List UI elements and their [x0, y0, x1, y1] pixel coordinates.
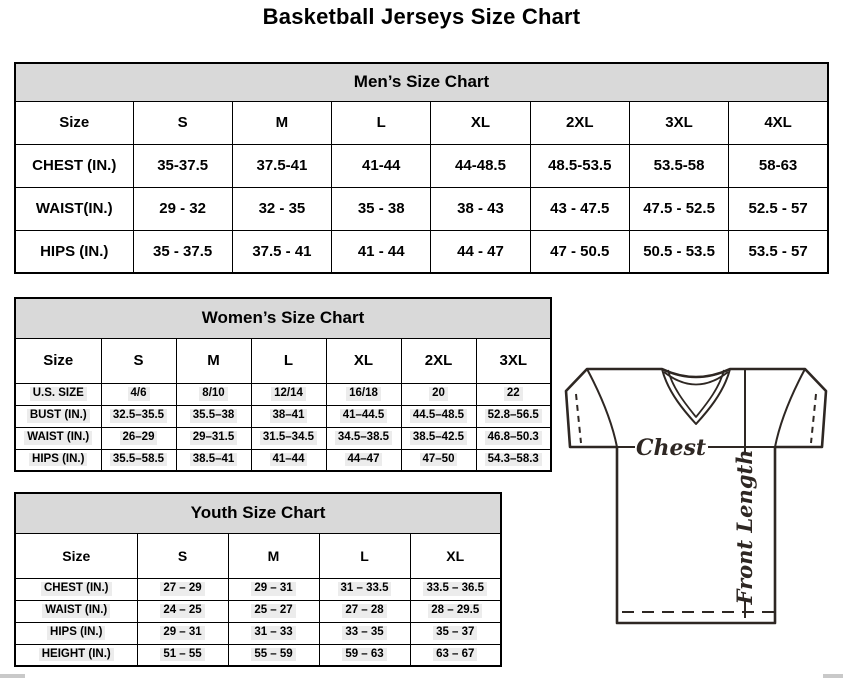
mens-cell: 44 - 47 — [431, 230, 530, 273]
mens-cell: 41 - 44 — [332, 230, 431, 273]
womens-cell: 8/10 — [176, 383, 251, 405]
mens-col-header: Size — [15, 101, 133, 144]
womens-cell: 54.3–58.3 — [476, 449, 551, 471]
mens-row-label: WAIST(IN.) — [15, 187, 133, 230]
page-title: Basketball Jerseys Size Chart — [262, 4, 581, 29]
womens-cell: 4/6 — [101, 383, 176, 405]
mens-cell: 38 - 43 — [431, 187, 530, 230]
womens-cell: 29–31.5 — [176, 427, 251, 449]
youth-cell: 51 – 55 — [137, 644, 228, 666]
youth-col-header: S — [137, 533, 228, 578]
mens-title-row — [15, 63, 828, 101]
youth-cell: 27 – 29 — [137, 578, 228, 600]
youth-table-title: Youth Size Chart — [15, 493, 501, 533]
youth-row-label: HEIGHT (IN.) — [15, 644, 137, 666]
mens-cell: 47.5 - 52.5 — [629, 187, 728, 230]
womens-cell: 35.5–58.5 — [101, 449, 176, 471]
chest-measure-label: Chest — [635, 435, 707, 461]
mens-col-header: S — [133, 101, 232, 144]
womens-cell: 26–29 — [101, 427, 176, 449]
youth-cell: 24 – 25 — [137, 600, 228, 622]
womens-col-header: XL — [326, 338, 401, 383]
youth-col-header: M — [228, 533, 319, 578]
youth-cell: 63 – 67 — [410, 644, 501, 666]
womens-data-row — [15, 405, 551, 427]
youth-cell: 31 – 33 — [228, 622, 319, 644]
youth-cell: 29 – 31 — [137, 622, 228, 644]
h-scrollbar-fragment-left[interactable] — [0, 674, 25, 678]
womens-col-header: 2XL — [401, 338, 476, 383]
youth-row-label: HIPS (IN.) — [15, 622, 137, 644]
h-scrollbar-fragment-right[interactable] — [823, 674, 843, 678]
front-length-measure-label: Front Length — [732, 449, 757, 605]
womens-col-header: M — [176, 338, 251, 383]
mens-cell: 53.5-58 — [629, 144, 728, 187]
mens-col-header: M — [232, 101, 331, 144]
mens-data-row — [15, 144, 828, 187]
mens-cell: 32 - 35 — [232, 187, 331, 230]
womens-cell: 31.5–34.5 — [251, 427, 326, 449]
mens-cell: 35-37.5 — [133, 144, 232, 187]
youth-size-table — [14, 492, 502, 667]
womens-data-row — [15, 383, 551, 405]
womens-cell: 46.8–50.3 — [476, 427, 551, 449]
womens-cell: 16/18 — [326, 383, 401, 405]
womens-cell: 35.5–38 — [176, 405, 251, 427]
mens-col-header: 2XL — [530, 101, 629, 144]
mens-cell: 37.5 - 41 — [232, 230, 331, 273]
womens-size-table — [14, 297, 552, 472]
womens-cell: 12/14 — [251, 383, 326, 405]
mens-cell: 35 - 37.5 — [133, 230, 232, 273]
mens-table-title: Men’s Size Chart — [15, 63, 828, 101]
womens-cell: 20 — [401, 383, 476, 405]
mens-col-header: XL — [431, 101, 530, 144]
womens-col-header: L — [251, 338, 326, 383]
womens-col-header: S — [101, 338, 176, 383]
mens-data-row — [15, 187, 828, 230]
mens-cell: 47 - 50.5 — [530, 230, 629, 273]
youth-data-row — [15, 600, 501, 622]
youth-cell: 35 – 37 — [410, 622, 501, 644]
mens-cell: 41-44 — [332, 144, 431, 187]
womens-cell: 47–50 — [401, 449, 476, 471]
youth-data-row — [15, 622, 501, 644]
youth-cell: 59 – 63 — [319, 644, 410, 666]
youth-head-row — [15, 533, 501, 578]
youth-cell: 33.5 – 36.5 — [410, 578, 501, 600]
youth-data-row — [15, 644, 501, 666]
mens-data-row — [15, 230, 828, 273]
womens-cell: 38–41 — [251, 405, 326, 427]
womens-cell: 44–47 — [326, 449, 401, 471]
womens-cell: 22 — [476, 383, 551, 405]
womens-title-row — [15, 298, 551, 338]
youth-row-label: WAIST (IN.) — [15, 600, 137, 622]
youth-cell: 33 – 35 — [319, 622, 410, 644]
mens-size-table — [14, 62, 829, 274]
womens-col-header: 3XL — [476, 338, 551, 383]
womens-cell: 34.5–38.5 — [326, 427, 401, 449]
womens-col-header: Size — [15, 338, 101, 383]
mens-col-header: L — [332, 101, 431, 144]
mens-cell: 44-48.5 — [431, 144, 530, 187]
mens-cell: 58-63 — [729, 144, 828, 187]
youth-col-header: Size — [15, 533, 137, 578]
womens-row-label: U.S. SIZE — [15, 383, 101, 405]
youth-cell: 55 – 59 — [228, 644, 319, 666]
womens-cell: 44.5–48.5 — [401, 405, 476, 427]
youth-data-row — [15, 578, 501, 600]
mens-cell: 29 - 32 — [133, 187, 232, 230]
youth-title-row — [15, 493, 501, 533]
mens-row-label: HIPS (IN.) — [15, 230, 133, 273]
mens-cell: 48.5-53.5 — [530, 144, 629, 187]
mens-cell: 43 - 47.5 — [530, 187, 629, 230]
womens-cell: 41–44.5 — [326, 405, 401, 427]
womens-data-row — [15, 427, 551, 449]
mens-cell: 35 - 38 — [332, 187, 431, 230]
youth-cell: 27 – 28 — [319, 600, 410, 622]
mens-col-header: 4XL — [729, 101, 828, 144]
womens-cell: 41–44 — [251, 449, 326, 471]
womens-row-label: HIPS (IN.) — [15, 449, 101, 471]
mens-cell: 53.5 - 57 — [729, 230, 828, 273]
mens-cell: 50.5 - 53.5 — [629, 230, 728, 273]
womens-cell: 38.5–41 — [176, 449, 251, 471]
womens-table-title: Women’s Size Chart — [15, 298, 551, 338]
mens-col-header: 3XL — [629, 101, 728, 144]
womens-data-row — [15, 449, 551, 471]
mens-row-label: CHEST (IN.) — [15, 144, 133, 187]
youth-cell: 25 – 27 — [228, 600, 319, 622]
youth-col-header: L — [319, 533, 410, 578]
youth-row-label: CHEST (IN.) — [15, 578, 137, 600]
womens-row-label: BUST (IN.) — [15, 405, 101, 427]
mens-cell: 37.5-41 — [232, 144, 331, 187]
youth-cell: 29 – 31 — [228, 578, 319, 600]
mens-head-row — [15, 101, 828, 144]
youth-col-header: XL — [410, 533, 501, 578]
womens-head-row — [15, 338, 551, 383]
womens-cell: 32.5–35.5 — [101, 405, 176, 427]
youth-cell: 28 – 29.5 — [410, 600, 501, 622]
youth-cell: 31 – 33.5 — [319, 578, 410, 600]
womens-row-label: WAIST (IN.) — [15, 427, 101, 449]
jersey-measurement-diagram — [558, 360, 836, 630]
womens-cell: 38.5–42.5 — [401, 427, 476, 449]
womens-cell: 52.8–56.5 — [476, 405, 551, 427]
mens-cell: 52.5 - 57 — [729, 187, 828, 230]
